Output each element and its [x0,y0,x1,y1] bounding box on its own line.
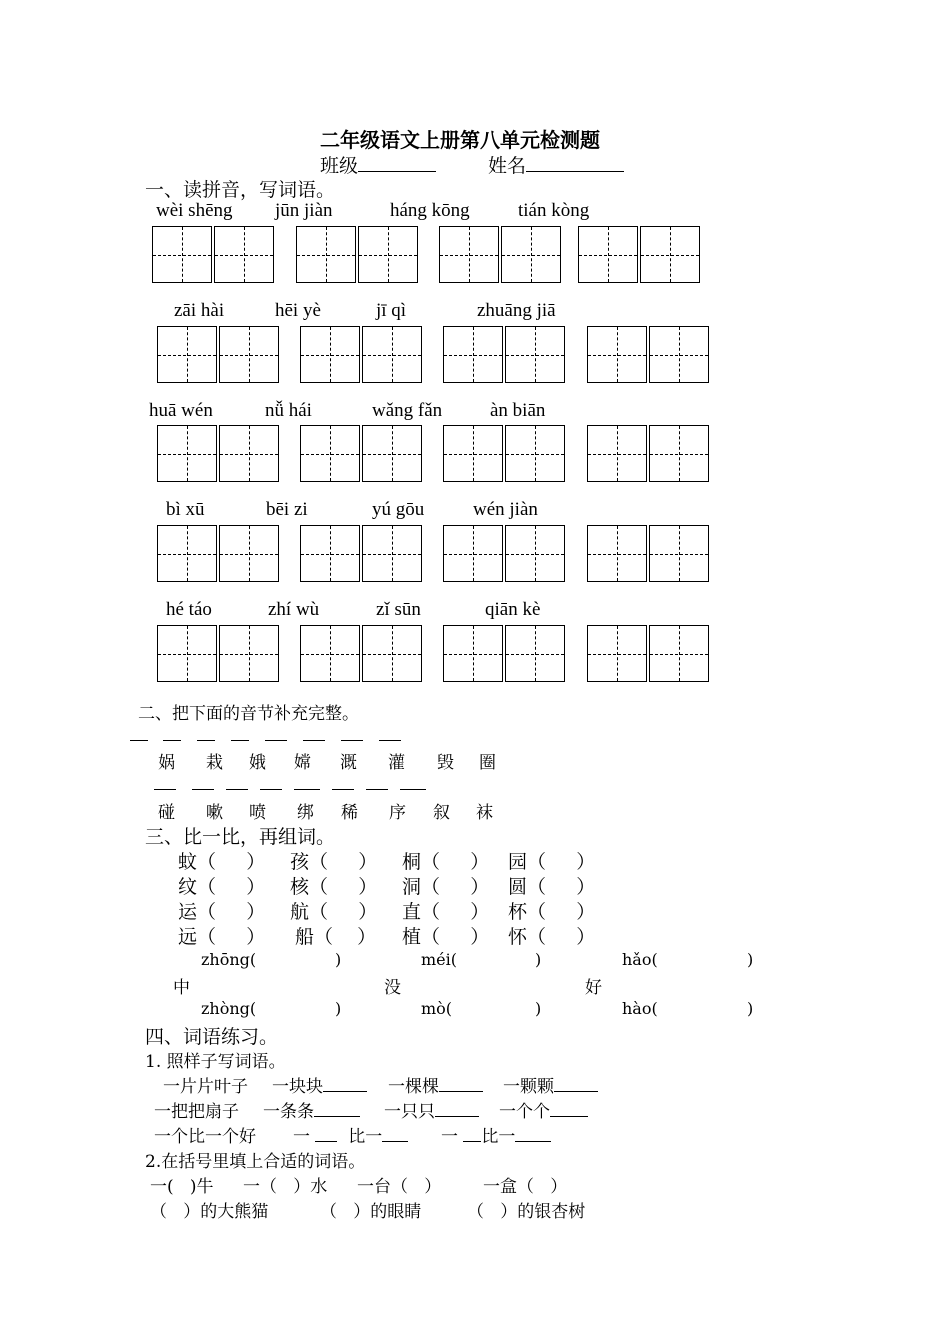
name-label: 姓名 [488,155,527,177]
compare-item: 桐（ ） [402,851,490,873]
close-paren: ) [747,999,754,1018]
writing-box[interactable] [505,625,565,682]
hanzi: 航 [290,901,310,923]
syllable-blank[interactable] [192,789,214,790]
writing-box[interactable] [587,625,647,682]
hanzi: 孩 [290,851,310,873]
fill-text: ） [550,1177,568,1197]
compare-item: 纹（ ） [178,876,266,898]
compare-item: 孩（ ） [290,851,378,873]
writing-box[interactable] [157,425,217,482]
fill-text: ）的大熊猫 [183,1202,269,1222]
writing-box[interactable] [362,625,422,682]
writing-box[interactable] [649,326,709,383]
pinyin: hēi yè [275,300,321,321]
pattern-word: 一块块 [272,1077,323,1097]
pattern-word: 一 [441,1127,458,1147]
poly-bottom: hào( [622,999,658,1018]
fill-item [150,1172,214,1197]
fill-item [243,1172,327,1197]
hanzi: 直 [402,901,422,923]
fill-text: 一( [150,1177,174,1197]
page-title: 二年级语文上册第八单元检测题 [320,128,600,152]
pattern-item [503,1072,598,1097]
hanzi: 杯 [508,901,528,923]
compare-item: 蚊（ ） [178,851,266,873]
hanzi: 栽 [206,753,223,773]
poly-bottom: zhòng( [201,999,257,1018]
writing-box[interactable] [214,226,274,283]
hanzi: 纹 [178,876,198,898]
answer-blank[interactable] [515,1127,551,1142]
poly-char: 中 [173,978,190,998]
pattern-item [293,1122,408,1147]
writing-box[interactable] [219,425,279,482]
name-field [488,151,624,178]
example-phrase: 一把把扇子 [154,1102,239,1122]
compare-item: 圆（ ） [508,876,596,898]
pinyin: zāi hài [174,300,225,321]
fill-text: 一台（ [357,1177,408,1197]
pinyin: bēi zi [266,499,308,520]
hanzi: 运 [178,901,198,923]
syllable-blank[interactable] [332,789,354,790]
hanzi: 喷 [249,803,266,823]
compare-item: 植（ ） [402,926,490,948]
pinyin: jī qì [376,300,407,321]
fill-text: ） [424,1177,442,1197]
pattern-item [272,1072,367,1097]
fill-text: （ [467,1202,484,1222]
poly-char: 好 [585,978,602,998]
pinyin: zhí wù [268,599,320,620]
pattern-word: 比一 [481,1127,516,1147]
writing-box[interactable] [300,425,360,482]
writing-box[interactable] [219,525,279,582]
poly-top: hǎo( [622,950,658,969]
answer-blank[interactable] [314,1102,360,1117]
pattern-word: 一棵棵 [388,1077,439,1097]
syllable-blank[interactable] [197,740,215,741]
compare-item: 航（ ） [290,901,378,923]
pattern-item [499,1097,588,1122]
poly-top: méi( [421,950,457,969]
hanzi: 叙 [433,803,450,823]
pattern-word: 一颗颗 [503,1077,554,1097]
hanzi: 船 [295,926,315,948]
writing-box[interactable] [649,425,709,482]
syllable-blank[interactable] [294,789,320,790]
answer-blank[interactable] [323,1077,367,1092]
hanzi: 桐 [402,851,422,873]
hanzi: 植 [402,926,422,948]
compare-item: 园（ ） [508,851,596,873]
writing-box[interactable] [505,425,565,482]
fill-text: ）的眼睛 [353,1202,422,1222]
compare-item: 船（ ） [295,926,377,948]
writing-box[interactable] [443,425,503,482]
section4-heading: 四、词语练习。 [145,1026,279,1048]
writing-box[interactable] [362,425,422,482]
writing-box[interactable] [443,525,503,582]
writing-box[interactable] [157,625,217,682]
compare-item: 洞（ ） [402,876,490,898]
poly-bottom: mò( [421,999,453,1018]
writing-box[interactable] [219,326,279,383]
pattern-item [441,1122,551,1147]
fill-item [320,1197,421,1222]
writing-box[interactable] [443,625,503,682]
fill-text: ）水 [293,1177,328,1197]
pinyin: jūn jiàn [275,200,333,221]
syllable-blank[interactable] [130,740,148,741]
poly-char: 没 [384,978,401,998]
writing-box[interactable] [362,525,422,582]
writing-box[interactable] [578,226,638,283]
writing-box[interactable] [649,525,709,582]
pinyin: huā wén [149,400,213,421]
hanzi: 嗽 [206,803,223,823]
writing-box[interactable] [501,226,561,283]
syllable-blank[interactable] [366,789,388,790]
writing-box[interactable] [157,525,217,582]
writing-box[interactable] [505,525,565,582]
writing-box[interactable] [505,326,565,383]
fill-text: 一盒（ [483,1177,534,1197]
hanzi: 怀 [508,926,528,948]
answer-blank[interactable] [439,1077,483,1092]
hanzi: 溉 [340,753,357,773]
pattern-word: 一个个 [499,1102,550,1122]
writing-box[interactable] [587,525,647,582]
example-phrase: 一片片叶子 [163,1077,248,1097]
pinyin: tián kòng [518,200,590,221]
pattern-word: 一只只 [384,1102,435,1122]
pattern-word: 一 [293,1127,310,1147]
hanzi: 稀 [341,803,358,823]
answer-blank[interactable] [435,1102,479,1117]
pattern-item [388,1072,483,1097]
hanzi: 灌 [388,753,405,773]
fill-item [150,1197,268,1222]
example-phrase: 一个比一个好 [154,1127,256,1147]
writing-box[interactable] [362,326,422,383]
section2-heading: 二、把下面的音节补充完整。 [138,704,359,724]
fill-text: ）的银杏树 [500,1202,586,1222]
syllable-blank[interactable] [400,789,426,790]
class-blank[interactable] [358,157,436,172]
pattern-item [263,1097,360,1122]
pattern-word: 一条条 [263,1102,314,1122]
pinyin: àn biān [490,400,546,421]
hanzi: 远 [178,926,198,948]
q1-title: 1. 照样子写词语。 [145,1052,286,1072]
compare-item: 怀（ ） [508,926,596,948]
pinyin: nǚ hái [265,400,312,421]
pinyin: wén jiàn [473,499,538,520]
answer-blank[interactable] [550,1102,588,1117]
hanzi: 绑 [297,803,314,823]
pinyin: zǐ sūn [376,599,421,620]
pinyin: wèi shēng [156,200,233,221]
syllable-blank[interactable] [226,789,248,790]
syllable-blank[interactable] [341,740,363,741]
pinyin: zhuāng jiā [477,300,556,321]
writing-box[interactable] [358,226,418,283]
fill-text: （ [150,1202,167,1222]
pinyin: yú gōu [372,499,425,520]
syllable-blank[interactable] [379,740,401,741]
answer-blank[interactable] [554,1077,598,1092]
syllable-blank[interactable] [163,740,181,741]
writing-box[interactable] [443,326,503,383]
section1-heading: 一、读拼音，写词语。 [145,179,336,201]
syllable-blank[interactable] [231,740,249,741]
section3-heading: 三、比一比，再组词。 [145,826,336,848]
close-paren: ) [335,999,342,1018]
fill-text: )牛 [189,1177,214,1197]
hanzi: 园 [508,851,528,873]
close-paren: ) [335,950,342,969]
syllable-blank[interactable] [265,740,287,741]
writing-box[interactable] [152,226,212,283]
pinyin: bì xū [166,499,205,520]
hanzi: 蚊 [178,851,198,873]
compare-item: 远（ ） [178,926,266,948]
hanzi: 娥 [249,753,266,773]
writing-box[interactable] [300,326,360,383]
pinyin: qiān kè [485,599,541,620]
class-field [320,151,436,178]
pattern-word: 比一 [348,1127,383,1147]
compare-item: 核（ ） [290,876,378,898]
writing-box[interactable] [587,326,647,383]
compare-item: 运（ ） [178,901,266,923]
hanzi: 洞 [402,876,422,898]
pinyin: hé táo [166,599,212,620]
syllable-blank[interactable] [260,789,282,790]
close-paren: ) [747,950,754,969]
fill-item [483,1172,567,1197]
compare-item: 直（ ） [402,901,490,923]
writing-box[interactable] [640,226,700,283]
close-paren: ) [535,999,542,1018]
hanzi: 碰 [158,803,175,823]
fill-item [357,1172,441,1197]
syllable-blank[interactable] [303,740,325,741]
name-blank[interactable] [526,157,624,172]
fill-item [467,1197,585,1222]
answer-blank[interactable] [382,1127,408,1142]
class-label: 班级 [320,155,359,177]
fill-text: 一（ [243,1177,277,1197]
writing-box[interactable] [439,226,499,283]
hanzi: 袜 [476,803,493,823]
hanzi: 圆 [508,876,528,898]
fill-text: （ [320,1202,337,1222]
writing-box[interactable] [587,425,647,482]
hanzi: 序 [389,803,406,823]
writing-box[interactable] [219,625,279,682]
hanzi: 毁 [437,753,454,773]
hanzi: 核 [290,876,310,898]
pattern-item [384,1097,479,1122]
syllable-blank[interactable] [154,789,176,790]
writing-box[interactable] [300,625,360,682]
close-paren: ) [535,950,542,969]
compare-item: 杯（ ） [508,901,596,923]
writing-box[interactable] [296,226,356,283]
pinyin: wǎng fǎn [372,400,443,421]
writing-box[interactable] [157,326,217,383]
hanzi: 娲 [158,753,175,773]
answer-blank[interactable] [463,1127,481,1142]
writing-box[interactable] [300,525,360,582]
hanzi: 圈 [479,753,496,773]
pinyin: háng kōng [390,200,470,221]
answer-blank[interactable] [315,1127,337,1142]
q2-title: 2.在括号里填上合适的词语。 [145,1152,366,1172]
poly-top: zhōng( [201,950,257,969]
writing-box[interactable] [649,625,709,682]
hanzi: 嫦 [294,753,311,773]
